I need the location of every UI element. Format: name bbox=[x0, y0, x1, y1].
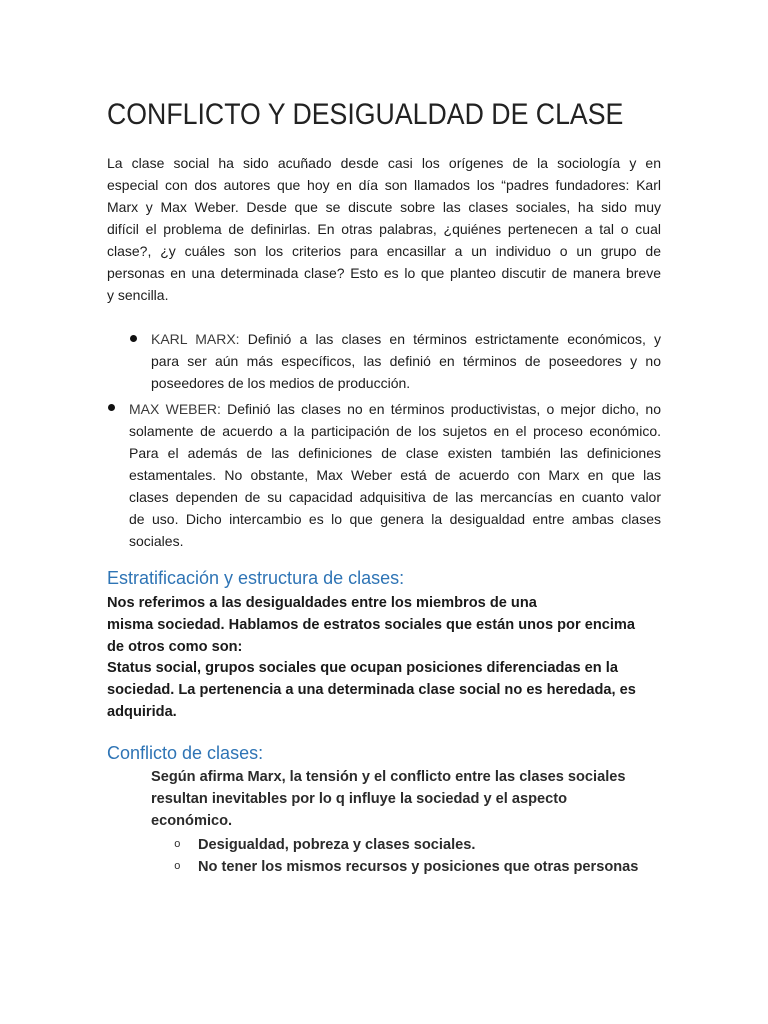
conflict-list bbox=[174, 834, 654, 878]
bullet-line: Para el además de las definiciones de clase existen también las definiciones bbox=[129, 445, 661, 461]
bullet-line: estamentales. No obstante, Max Weber está de acuerdo con Marx en que las bbox=[129, 467, 661, 483]
bullet-term: MAX WEBER: bbox=[129, 401, 221, 417]
intro-line: personas en una determinada clase? Esto es lo que planteo discutir de manera breve bbox=[107, 265, 661, 281]
bullet-line bbox=[129, 398, 661, 420]
stratification-line: adquirida. bbox=[107, 703, 177, 720]
conflict-line: Según afirma Marx, la tensión y el conflicto entre las clases sociales bbox=[151, 769, 626, 785]
stratification-line: misma sociedad. Hablamos de estratos sociales que están unos por encima bbox=[107, 616, 635, 633]
intro-line: y sencilla. bbox=[107, 287, 169, 303]
document-title: CONFLICTO Y DESIGUALDAD DE CLASE bbox=[107, 98, 624, 131]
conflict-line: resultan inevitables por lo q influye la sociedad y el aspecto bbox=[151, 790, 568, 807]
intro-line: La clase social ha sido acuñado desde casi los orígenes de la sociología y en bbox=[107, 155, 661, 171]
bullet-dot-icon bbox=[108, 404, 115, 411]
bullet-line: sociales. bbox=[129, 533, 184, 549]
conflict-line: económico. bbox=[151, 812, 233, 829]
bullet-term: KARL MARX: bbox=[151, 331, 240, 347]
bullet-item-karl-marx bbox=[151, 328, 661, 394]
list-item-text: No tener los mismos recursos y posiciones que otras personas bbox=[198, 859, 639, 875]
bullet-line: de uso. Dicho intercambio es lo que genera la desigualdad entre ambas clases bbox=[129, 511, 661, 527]
bullet-text: Definió las clases no en términos productivistas, o mejor dicho, no bbox=[227, 401, 662, 417]
bullet-line: poseedores de los medios de producción. bbox=[151, 375, 411, 391]
intro-line: difícil el problema de definirlas. En otras palabras, ¿quiénes pertenecen a tal o cual bbox=[107, 221, 661, 237]
list-marker: o bbox=[174, 839, 181, 851]
stratification-line: Nos referimos a las desigualdades entre los miembros de una bbox=[107, 595, 537, 611]
stratification-paragraph bbox=[107, 593, 636, 724]
intro-paragraph bbox=[107, 152, 661, 306]
bullet-line bbox=[151, 328, 661, 350]
intro-line: Marx y Max Weber. Desde que se discute sobre las clases sociales, ha sido muy bbox=[107, 199, 661, 215]
bullet-item-max-weber bbox=[129, 398, 661, 552]
list-item bbox=[174, 856, 654, 878]
bullet-line: solamente de acuerdo a la participación de los sujetos en el proceso económico. bbox=[129, 423, 661, 439]
stratification-line: Status social, grupos sociales que ocupan posiciones diferenciadas en la bbox=[107, 660, 618, 677]
intro-line: especial con dos autores que hoy en día son llamados los “padres fundadores: Karl bbox=[107, 177, 661, 193]
conflict-paragraph bbox=[151, 767, 626, 832]
bullet-line: clases dependen de su capacidad adquisitiva de las mercancías en cuanto valor bbox=[129, 489, 661, 505]
section-heading-conflict: Conflicto de clases: bbox=[107, 743, 264, 763]
bullet-text: Definió a las clases en términos estrictamente económicos, y bbox=[247, 331, 662, 347]
intro-line: clase?, ¿y cuáles son los criterios para encasillar a un individuo o un grupo de bbox=[107, 243, 661, 259]
section-heading-stratification: Estratificación y estructura de clases: bbox=[107, 568, 405, 588]
bullet-dot-icon bbox=[130, 335, 137, 342]
list-item bbox=[174, 834, 654, 856]
stratification-line: sociedad. La pertenencia a una determinada clase social no es heredada, es bbox=[107, 682, 636, 699]
bullet-line: para ser aún más específicos, las definió en términos de poseedores y no bbox=[151, 353, 661, 369]
list-item-text: Desigualdad, pobreza y clases sociales. bbox=[198, 837, 476, 853]
list-marker: o bbox=[174, 861, 181, 873]
stratification-line: de otros como son: bbox=[107, 638, 243, 655]
